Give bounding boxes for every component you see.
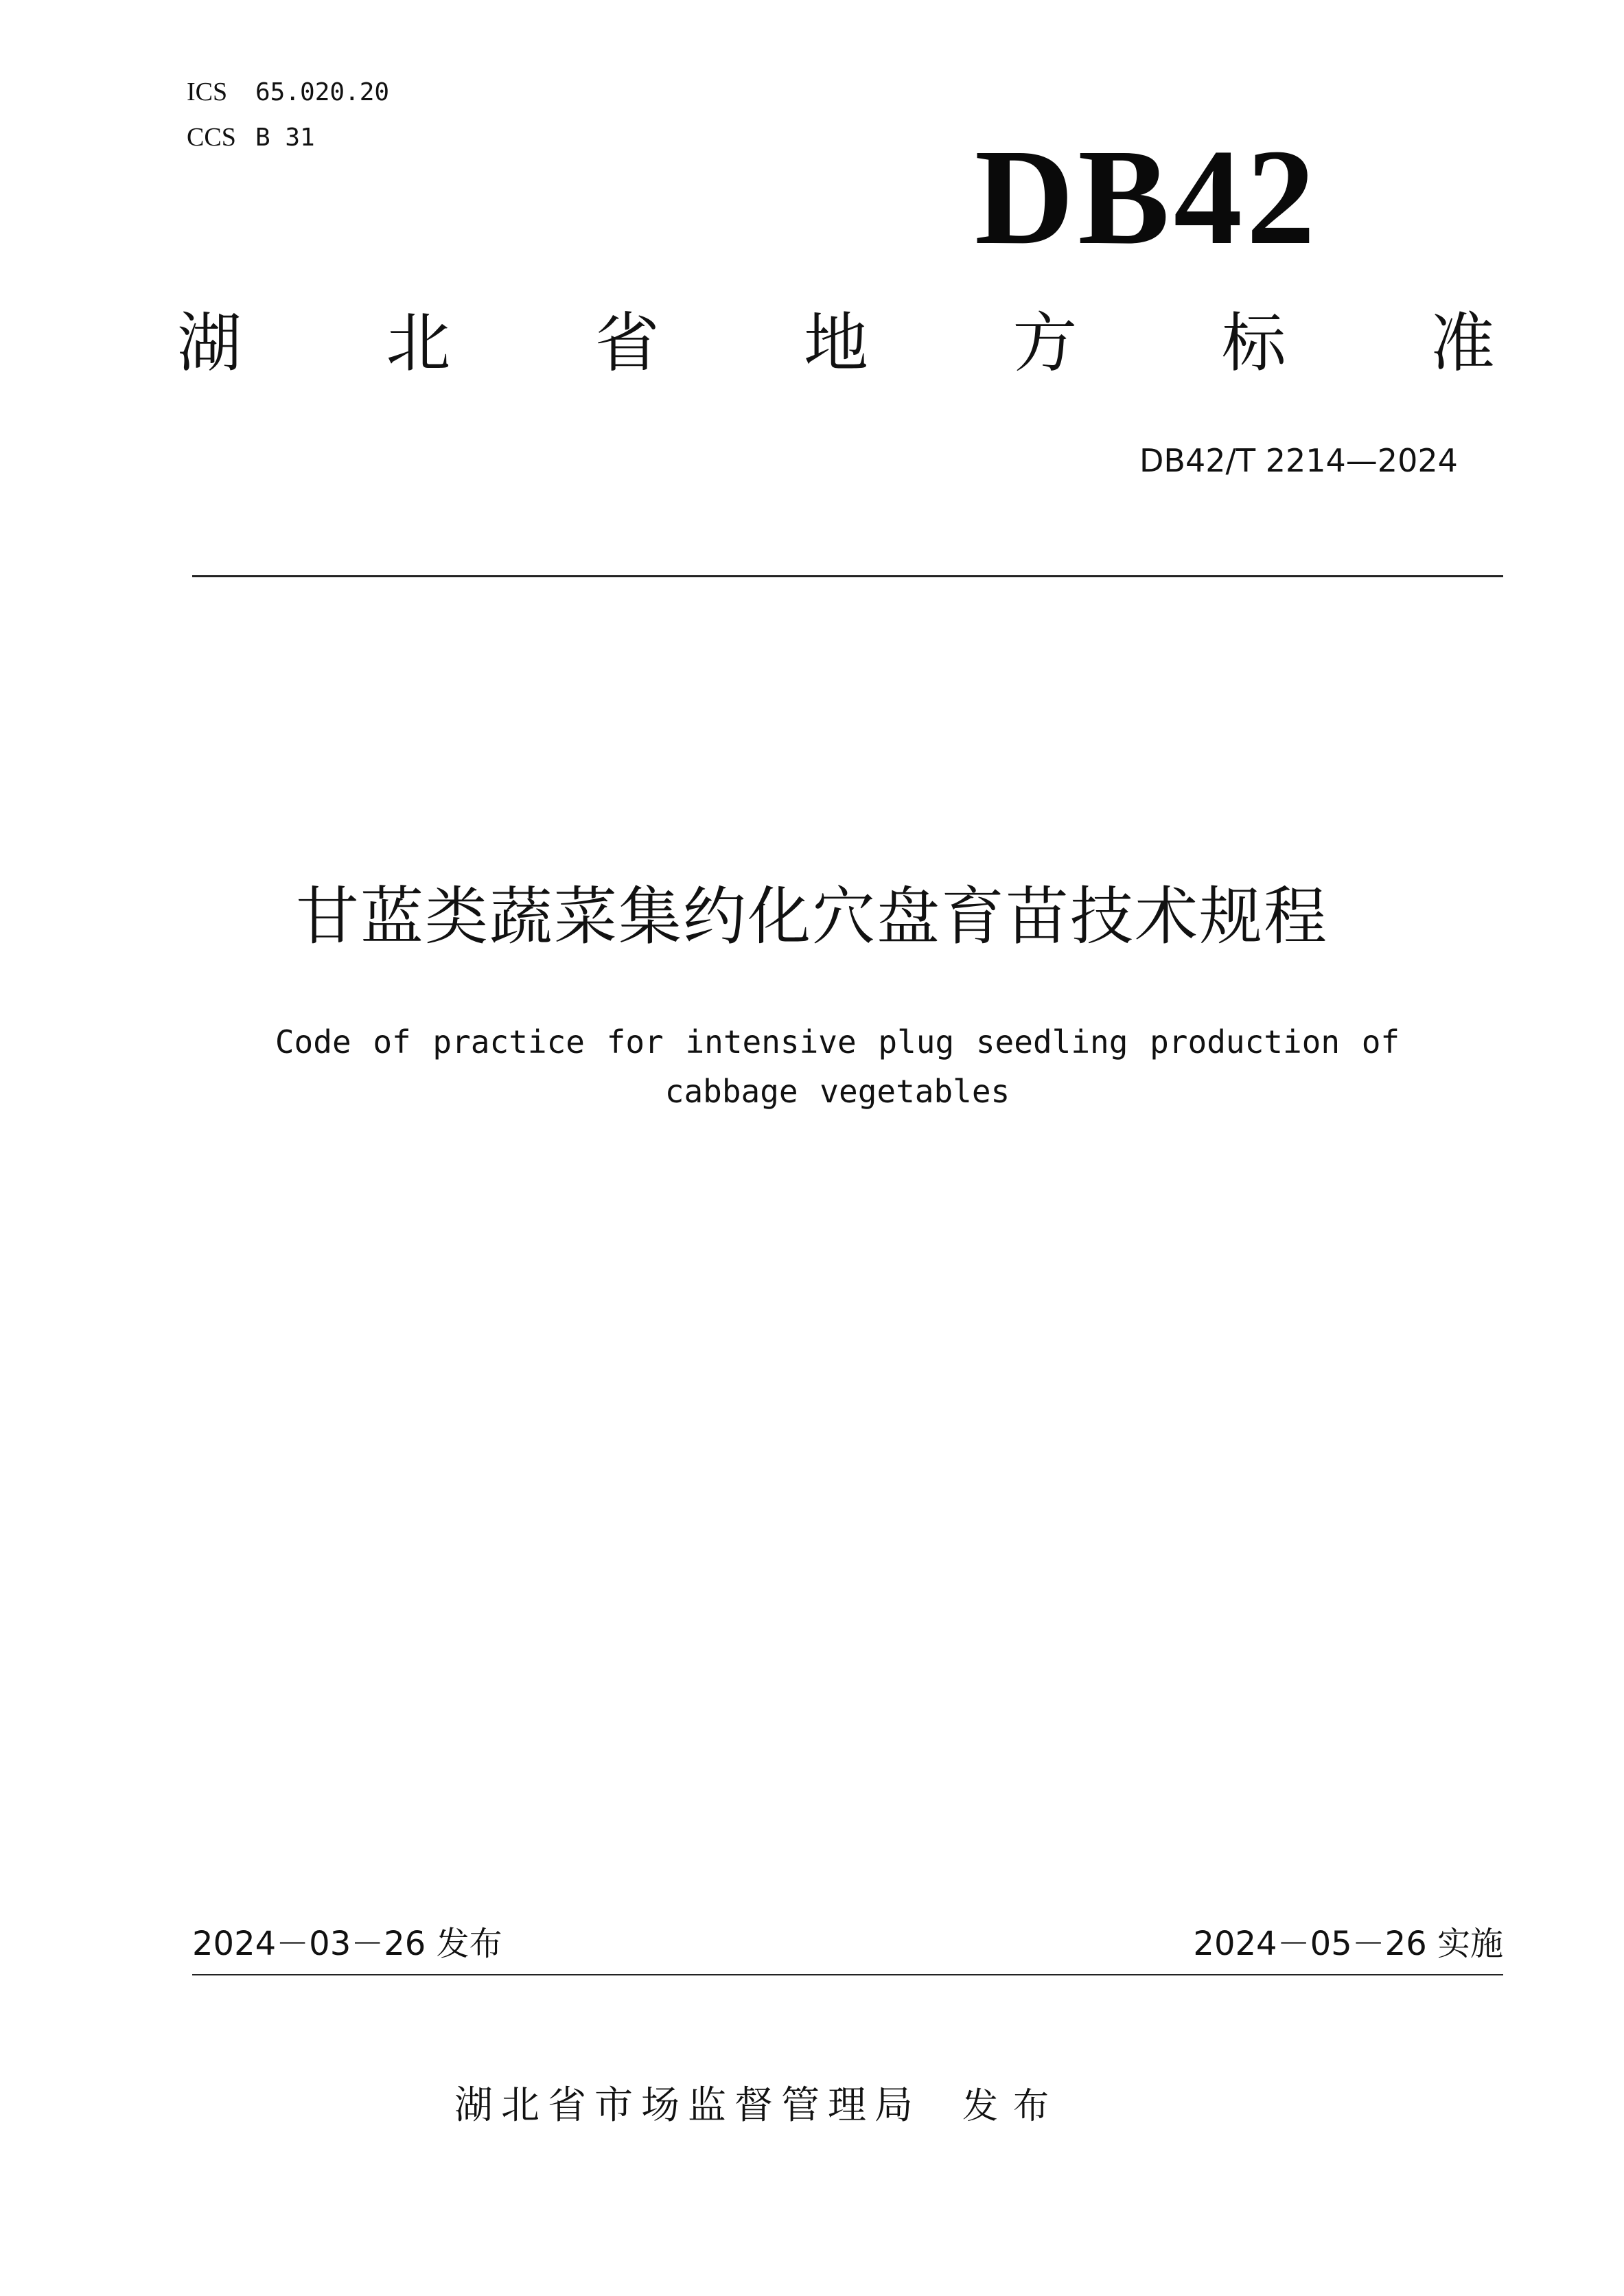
heading-char: 湖 (177, 306, 242, 381)
standard-number: DB42/T 2214—2024 (1139, 442, 1458, 479)
standard-category-heading (177, 306, 1495, 381)
issuer-name: 湖北省市场监督管理局 (454, 2083, 921, 2128)
ccs-label: CCS (187, 123, 236, 152)
issuer (454, 2083, 1065, 2128)
title-english: Code of practice for intensive plug seedling production of cabbage vegetables (275, 1023, 1400, 1110)
heading-char: 北 (386, 306, 451, 381)
title-chinese: 甘蓝类蔬菜集约化穴盘育苗技术规程 (295, 880, 1328, 953)
implementation-date: 2024－05－26 实施 (1193, 1925, 1503, 1963)
heading-char: 标 (1221, 306, 1286, 381)
ics-code (187, 78, 389, 105)
issuer-action: 发布 (962, 2086, 1065, 2127)
ccs-code (187, 124, 315, 150)
heading-char: 省 (594, 306, 660, 381)
ics-label: ICS (187, 78, 228, 106)
standard-logo: DB42 (975, 121, 1319, 273)
heading-char: 方 (1012, 306, 1078, 381)
ics-value: 65.020.20 (255, 78, 390, 106)
heading-char: 准 (1430, 306, 1495, 381)
issue-date: 2024－03－26 发布 (192, 1925, 502, 1963)
ccs-value: B 31 (255, 124, 315, 152)
top-divider (192, 575, 1503, 577)
heading-char: 地 (803, 306, 868, 381)
bottom-divider (192, 1974, 1503, 1975)
